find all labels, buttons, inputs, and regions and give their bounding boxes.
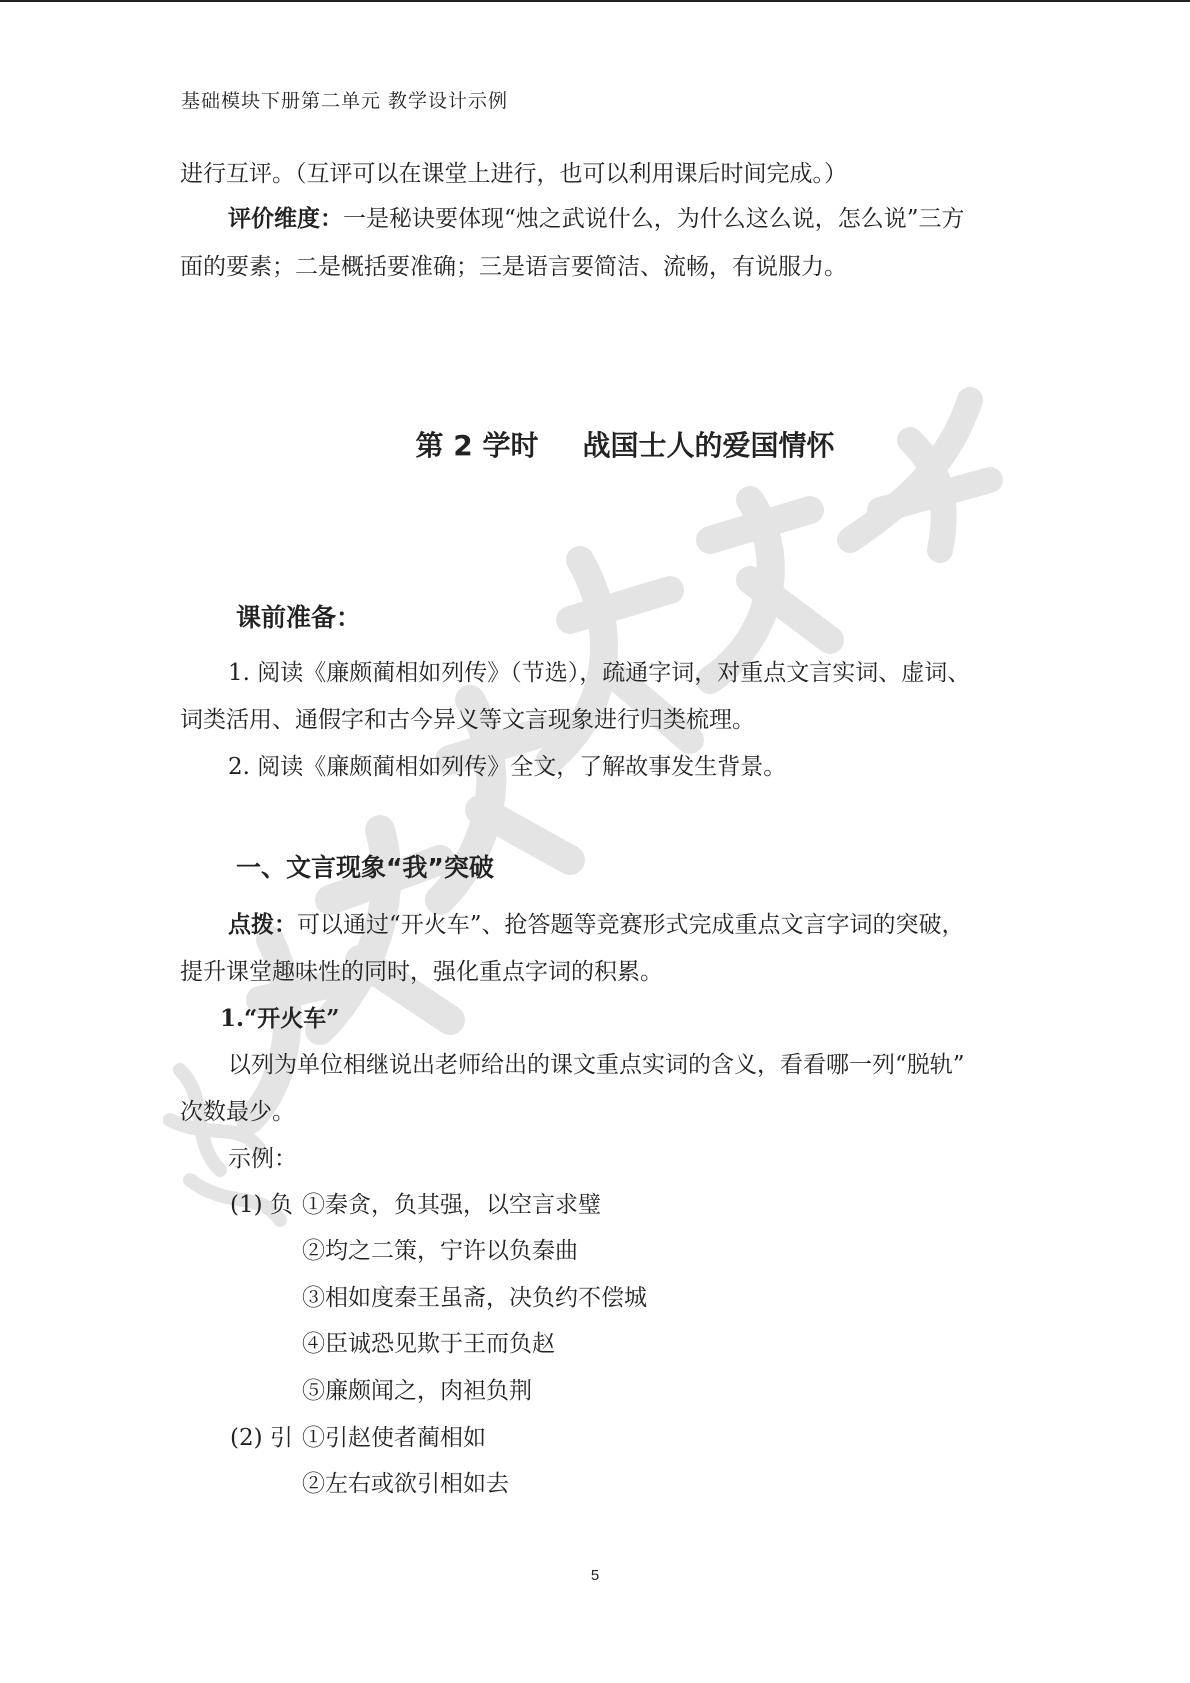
- publisher-watermark: [150, 380, 1050, 1260]
- activity-desc: 以列为单位相继说出老师给出的课文重点实词的含义，看看哪一列“脱轨”: [228, 1052, 965, 1078]
- prep-item-1: 1. 阅读《廉颇蔺相如列传》（节选），疏通字词，对重点文言实词、虚词、: [228, 660, 971, 686]
- example-label: 示例：: [228, 1146, 297, 1172]
- intro-line: 进行互评。（互评可以在课堂上进行，也可以利用课后时间完成。）: [180, 161, 847, 187]
- example-sentence: ①秦贪，负其强，以空言求璧: [302, 1192, 601, 1218]
- tip-label: 点拨：: [228, 911, 297, 938]
- list-item: [230, 1186, 601, 1219]
- tip-line: 可以通过“开火车”、抢答题等竞赛形式完成重点文言字词的突破，: [297, 912, 965, 938]
- item-label: (1) 负: [230, 1192, 293, 1218]
- example-sentence: ②左右或欲引相如去: [302, 1471, 509, 1497]
- sub-heading: 1.“开火车”: [220, 1005, 340, 1032]
- prep-heading: 课前准备：: [236, 603, 362, 632]
- page-number: 5: [590, 1567, 600, 1584]
- example-sentence: ⑤廉颇闻之，肉袒负荆: [302, 1378, 532, 1404]
- lesson-name: 战国士人的爱国情怀: [582, 429, 835, 462]
- list-item: [230, 1419, 486, 1452]
- example-sentence: ①引赵使者蔺相如: [302, 1425, 486, 1451]
- evaluation-label: 评价维度：: [228, 205, 343, 232]
- running-header: 基础模块下册第二单元 教学设计示例: [181, 90, 509, 112]
- activity-desc-cont: 次数最少。: [180, 1099, 295, 1125]
- item-label: (2) 引: [230, 1425, 293, 1451]
- top-rule: [0, 0, 1190, 2]
- tip-paragraph: [228, 906, 965, 939]
- tip-line-cont: 提升课堂趣味性的同时，强化重点字词的积累。: [180, 959, 663, 985]
- example-sentence: ④臣诚恐见欺于王而负赵: [302, 1331, 555, 1357]
- section-heading: 一、文言现象“我”突破: [236, 853, 494, 882]
- evaluation-line-cont: 面的要素；二是概括要准确；三是语言要简洁、流畅，有说服力。: [180, 254, 847, 280]
- lesson-title: [0, 424, 1190, 464]
- evaluation-paragraph: [228, 200, 965, 233]
- prep-item-1-cont: 词类活用、通假字和古今异义等文言现象进行归类梳理。: [180, 707, 755, 733]
- lesson-number: 第 2 学时: [415, 429, 539, 462]
- example-sentence: ③相如度秦王虽斋，决负约不偿城: [302, 1285, 647, 1311]
- evaluation-line: 一是秘诀要体现“烛之武说什么，为什么这么说，怎么说”三方: [343, 206, 965, 232]
- prep-item-2: 2. 阅读《廉颇蔺相如列传》全文，了解故事发生背景。: [228, 754, 787, 780]
- example-sentence: ②均之二策，宁许以负秦曲: [302, 1238, 578, 1264]
